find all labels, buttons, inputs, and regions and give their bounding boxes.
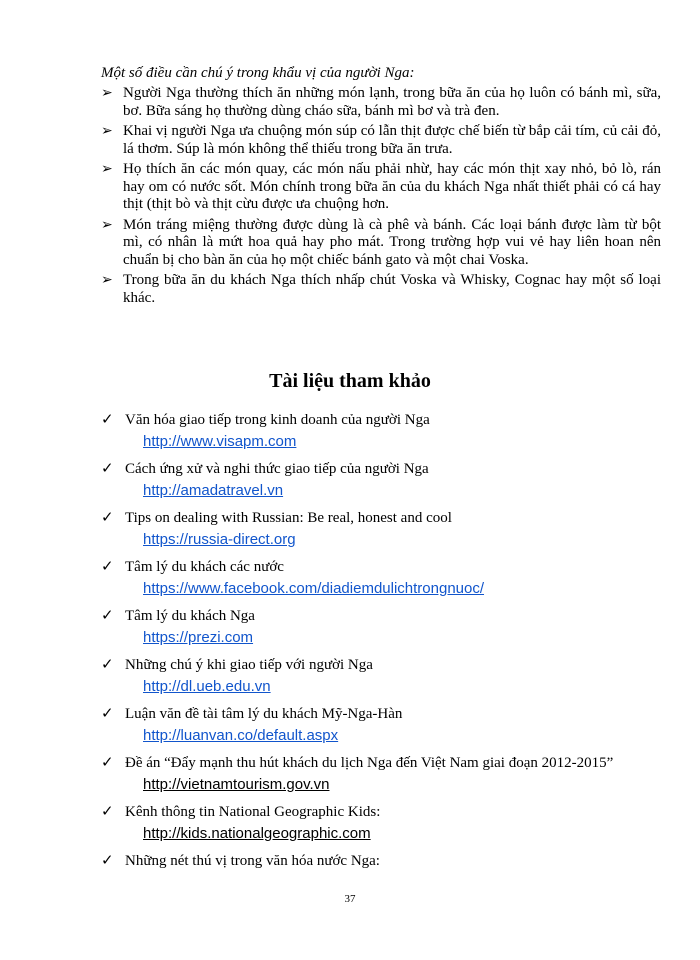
reference-title: Những chú ý khi giao tiếp với người Nga: [125, 657, 373, 673]
bullet-item: [101, 123, 661, 158]
reference-link[interactable]: http://vietnamtourism.gov.vn: [143, 776, 330, 793]
reference-link[interactable]: https://prezi.com: [143, 629, 254, 646]
bullet-item: [101, 161, 661, 214]
reference-item: [101, 606, 661, 648]
reference-title: Tâm lý du khách các nước: [125, 559, 284, 575]
bullet-item: [101, 217, 661, 270]
reference-link[interactable]: http://amadatravel.vn: [143, 482, 284, 499]
page-number: 37: [344, 893, 356, 905]
arrow-bullet-icon: ➢: [101, 161, 113, 177]
checkmark-icon: ✓: [101, 557, 114, 575]
bullet-list: [101, 85, 661, 310]
arrow-bullet-icon: ➢: [101, 272, 113, 288]
reference-item: [101, 704, 661, 746]
reference-item: [101, 655, 661, 697]
checkmark-icon: ✓: [101, 753, 114, 771]
bullet-text: Trong bữa ăn du khách Nga thích nhấp chút Voska và Whisky, Cognac hay một số loại khác.: [123, 272, 661, 306]
checkmark-icon: ✓: [101, 704, 114, 722]
reference-title: Tips on dealing with Russian: Be real, honest and cool: [125, 510, 452, 526]
references-heading: Tài liệu tham khảo: [269, 370, 431, 392]
arrow-bullet-icon: ➢: [101, 85, 113, 101]
checkmark-icon: ✓: [101, 459, 114, 477]
bullet-item: [101, 85, 661, 120]
reference-item: [101, 410, 661, 452]
checkmark-icon: ✓: [101, 606, 114, 624]
reference-item: [101, 557, 661, 599]
reference-title: Những nét thú vị trong văn hóa nước Nga:: [125, 853, 380, 869]
reference-title: Cách ứng xử và nghi thức giao tiếp của người Nga: [125, 461, 429, 477]
checkmark-icon: ✓: [101, 508, 114, 526]
bullet-text: Người Nga thường thích ăn những món lạnh, trong bữa ăn của họ luôn có bánh mì, sữa, bơ. Bữa sáng họ thường dùng cháo sữa, bánh mì bơ và trà đen.: [123, 85, 661, 119]
intro-text: Một số điều cần chú ý trong khẩu vị của người Nga:: [101, 65, 415, 81]
bullet-text: Họ thích ăn các món quay, các món nấu phải nhừ, hay các món thịt xay nhỏ, bỏ lò, rán hay om có nước sốt. Món chính trong bữa ăn của du khách Nga nhất thiết phải có cá hay thịt (thịt bò và thịt cừu được ưa chuộng hơn.: [123, 161, 661, 212]
checkmark-icon: ✓: [101, 851, 114, 869]
checkmark-icon: ✓: [101, 410, 114, 428]
checkmark-icon: ✓: [101, 655, 114, 673]
reference-link[interactable]: http://luanvan.co/default.aspx: [143, 727, 339, 744]
reference-title: Kênh thông tin National Geographic Kids:: [125, 804, 381, 820]
reference-item: [101, 459, 661, 501]
reference-title: Luận văn đề tài tâm lý du khách Mỹ-Nga-Hàn: [125, 706, 403, 722]
checkmark-icon: ✓: [101, 802, 114, 820]
reference-link[interactable]: https://www.facebook.com/diadiemdulichtrongnuoc/: [143, 580, 485, 597]
reference-item: [101, 802, 661, 844]
reference-item: [101, 753, 661, 795]
reference-title: Đề án “Đẩy mạnh thu hút khách du lịch Nga đến Việt Nam giai đoạn 2012-2015”: [125, 755, 614, 771]
reference-link[interactable]: http://dl.ueb.edu.vn: [143, 678, 271, 695]
references-list: [101, 410, 661, 879]
reference-link[interactable]: http://kids.nationalgeographic.com: [143, 825, 371, 842]
reference-title: Văn hóa giao tiếp trong kinh doanh của người Nga: [125, 412, 430, 428]
bullet-item: [101, 272, 661, 307]
reference-item: [101, 508, 661, 550]
reference-link[interactable]: http://www.visapm.com: [143, 433, 297, 450]
bullet-text: Món tráng miệng thường được dùng là cà phê và bánh. Các loại bánh được làm từ bột mì, có nhân là mứt hoa quả hay pho mát. Trong trường hợp vui vẻ hay liên hoan nên chuẩn bị cho bàn ăn của họ một chiếc bánh gato và một chai Voska.: [123, 216, 661, 268]
arrow-bullet-icon: ➢: [101, 216, 113, 233]
reference-item: [101, 851, 661, 872]
bullet-text: Khai vị người Nga ưa chuộng món súp có lẫn thịt được chế biến từ bắp cải tím, củ cải đỏ, lá thơm. Súp là món không thể thiếu trong bữa ăn trưa.: [123, 123, 661, 157]
reference-link[interactable]: https://russia-direct.org: [143, 531, 296, 548]
arrow-bullet-icon: ➢: [101, 123, 113, 139]
reference-title: Tâm lý du khách Nga: [125, 608, 255, 624]
